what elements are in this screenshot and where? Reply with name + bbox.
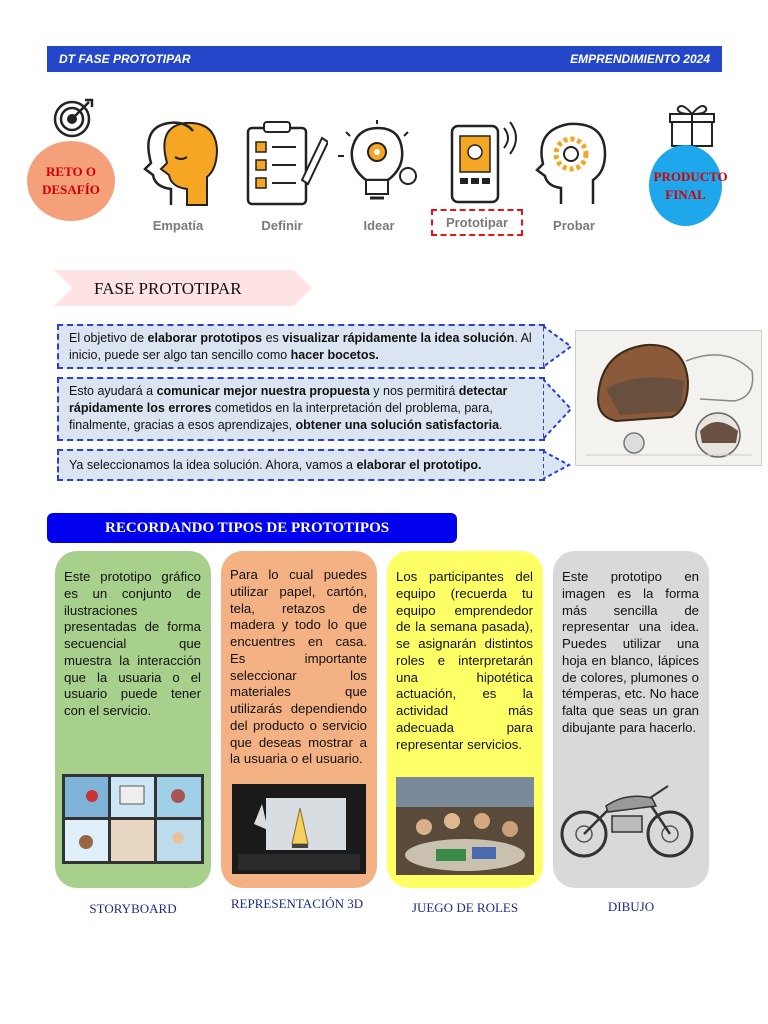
empathy-heads-icon bbox=[135, 117, 223, 209]
challenge-circle bbox=[27, 141, 115, 221]
storyboard-text: Este prototipo gráfico es un conjunto de ilustraciones presentadas de forma secuencial que muestra la interacción que la usuaria o el usuario puede tener con el servicio. bbox=[64, 569, 201, 719]
storyboard-caption: STORYBOARD bbox=[89, 901, 177, 916]
stage-label-prototipar: Prototipar bbox=[431, 209, 523, 236]
target-icon bbox=[53, 97, 95, 139]
final-product-circle bbox=[649, 145, 728, 226]
arrow-tip-1 bbox=[543, 324, 573, 369]
challenge-label: RETO O DESAFÍO bbox=[42, 164, 100, 197]
phase-banner bbox=[54, 270, 312, 306]
arrow-tip-2 bbox=[543, 377, 573, 441]
stage-label-empatia: Empatía bbox=[152, 218, 204, 233]
header-bar bbox=[47, 46, 722, 72]
3d-representation-text: Para lo cual puedes utilizar papel, cartón, tela, retazos de madera y todo lo que encuentres en casa. Es importante seleccionar los materiales que utilizarás dependiendo del producto o servicio que deseas mostrar a la usuaria o el usuario. bbox=[230, 567, 367, 767]
role-play-text: Los participantes del equipo (recuerda tu equipo emprendedor de la semana pasada), se asignarán distintos roles e interpretarán una hipotética actuación, es la actividad más adecuada para representar servicios. bbox=[396, 569, 533, 752]
drawing-text: Este prototipo en imagen es la forma más sencilla de representar una idea. Puedes utilizar una hoja en blanco, lápices de colores, plumones o témperas, etc. No hace falta que seas un gran dibujante para hacerlo. bbox=[562, 569, 699, 735]
gift-box-icon bbox=[668, 100, 716, 148]
lightbulb-icon bbox=[336, 118, 426, 208]
3d-printing-image bbox=[232, 784, 366, 874]
helmet-sketch-image bbox=[575, 330, 762, 466]
stage-label-idear: Idear bbox=[363, 218, 395, 233]
header-right: EMPRENDIMIENTO 2024 bbox=[570, 52, 710, 66]
drawing-card bbox=[553, 551, 709, 888]
head-gears-icon bbox=[535, 120, 609, 206]
drawing-caption: DIBUJO bbox=[607, 899, 655, 914]
arrow-tip-3 bbox=[543, 449, 573, 481]
intro-box-3: Ya seleccionamos la idea solución. Ahora, vamos a elaborar el prototipo. bbox=[57, 449, 545, 481]
phase-title: FASE PROTOTIPAR bbox=[94, 279, 242, 298]
3d-representation-card bbox=[221, 551, 377, 888]
intro-box-1: El objetivo de elaborar prototipos es visualizar rápidamente la idea solución. Al inicio, puede ser algo tan sencillo como hacer bocetos. bbox=[57, 324, 545, 369]
3d-representation-caption: REPRESENTACIÓN 3D bbox=[230, 896, 364, 911]
role-play-image bbox=[396, 777, 534, 875]
stage-label-probar: Probar bbox=[553, 218, 595, 233]
stage-label-definir: Definir bbox=[261, 218, 303, 233]
role-play-caption: JUEGO DE ROLES bbox=[411, 900, 519, 915]
role-play-card bbox=[387, 551, 543, 888]
section-title: RECORDANDO TIPOS DE PROTOTIPOS bbox=[47, 513, 457, 543]
motorcycle-sketch-image bbox=[556, 776, 702, 860]
intro-box-2: Esto ayudará a comunicar mejor nuestra propuesta y nos permitirá detectar rápidamente los errores cometidos en la interpretación del problema, para, finalmente, gracias a esos aprendizajes, obtener una solución satisfactoria. bbox=[57, 377, 545, 441]
storyboard-image bbox=[62, 774, 204, 864]
storyboard-card bbox=[55, 551, 211, 888]
header-left: DT FASE PROTOTIPAR bbox=[59, 52, 191, 66]
checklist-icon bbox=[244, 120, 328, 208]
final-product-label: PRODUCTO FINAL bbox=[653, 168, 728, 202]
phone-prototype-icon bbox=[440, 118, 524, 206]
